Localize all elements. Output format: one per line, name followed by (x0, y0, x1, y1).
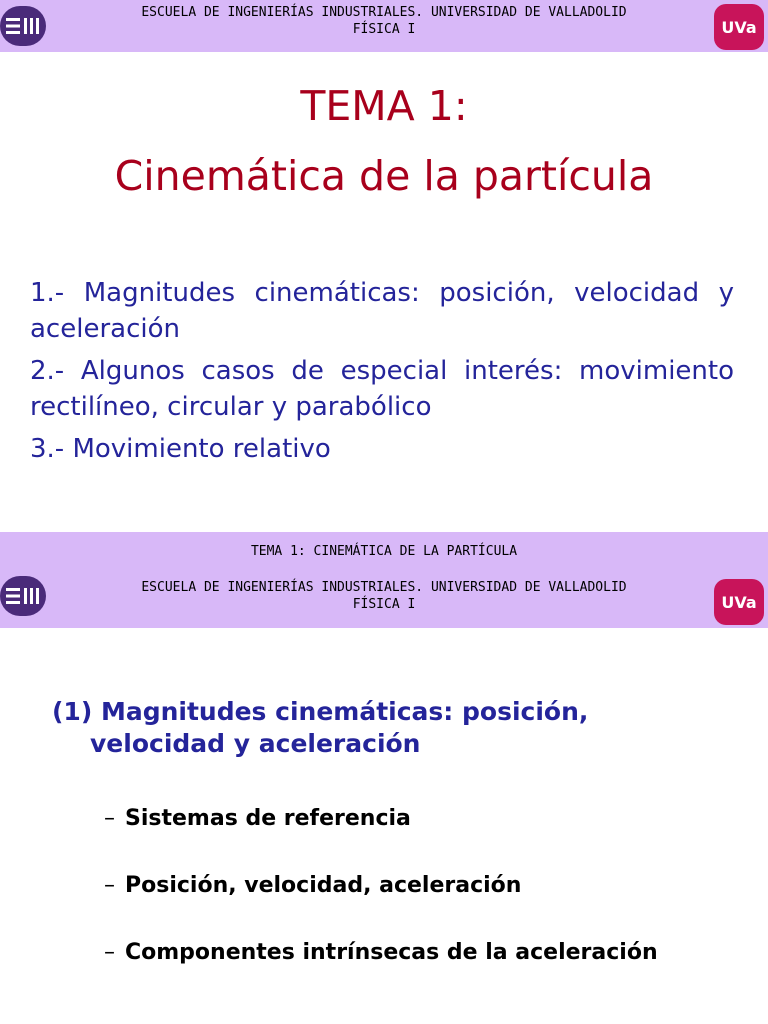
slide2-header-band (0, 532, 768, 628)
eii-logo-icon (0, 6, 46, 46)
bullet-text: Posición, velocidad, aceleración (125, 873, 522, 898)
header-course-name: FÍSICA I (352, 597, 416, 612)
bullet-text: Sistemas de referencia (125, 806, 411, 831)
slide-title-line1: TEMA 1: (300, 82, 468, 130)
toc-item-2: 2.- Algunos casos de especial interés: movimiento rectilíneo, circular y parabólico (30, 356, 734, 422)
bullet-dash: – (104, 940, 115, 965)
header-school-name: ESCUELA DE INGENIERÍAS INDUSTRIALES. UNIVERSIDAD DE VALLADOLID (141, 5, 627, 20)
toc-item-1: 1.- Magnitudes cinemáticas: posición, velocidad y aceleración (30, 278, 734, 344)
header-institution-text (60, 4, 708, 38)
header-institution-text (60, 579, 708, 613)
section-heading (52, 696, 692, 760)
bullet-text: Componentes intrínsecas de la aceleración (125, 940, 658, 965)
uva-logo: UVa (714, 579, 764, 625)
bullet-item (104, 806, 411, 831)
footer-topic-text: TEMA 1: CINEMÁTICA DE LA PARTÍCULA (250, 544, 518, 559)
header-course-name: FÍSICA I (352, 22, 416, 37)
section-heading-line1: (1) Magnitudes cinemáticas: posición, (52, 697, 589, 726)
section-heading-line2: velocidad y aceleración (90, 729, 421, 758)
toc-item-3: 3.- Movimiento relativo (30, 434, 331, 464)
bullet-dash: – (104, 806, 115, 831)
slide-title-line2: Cinemática de la partícula (114, 152, 654, 200)
uva-logo: UVa (714, 4, 764, 50)
header-school-name: ESCUELA DE INGENIERÍAS INDUSTRIALES. UNIVERSIDAD DE VALLADOLID (141, 580, 627, 595)
bullet-item (104, 873, 521, 898)
slide1-header-band (0, 0, 768, 52)
bullet-dash: – (104, 873, 115, 898)
eii-logo-icon (0, 576, 46, 616)
bullet-item (104, 940, 658, 965)
